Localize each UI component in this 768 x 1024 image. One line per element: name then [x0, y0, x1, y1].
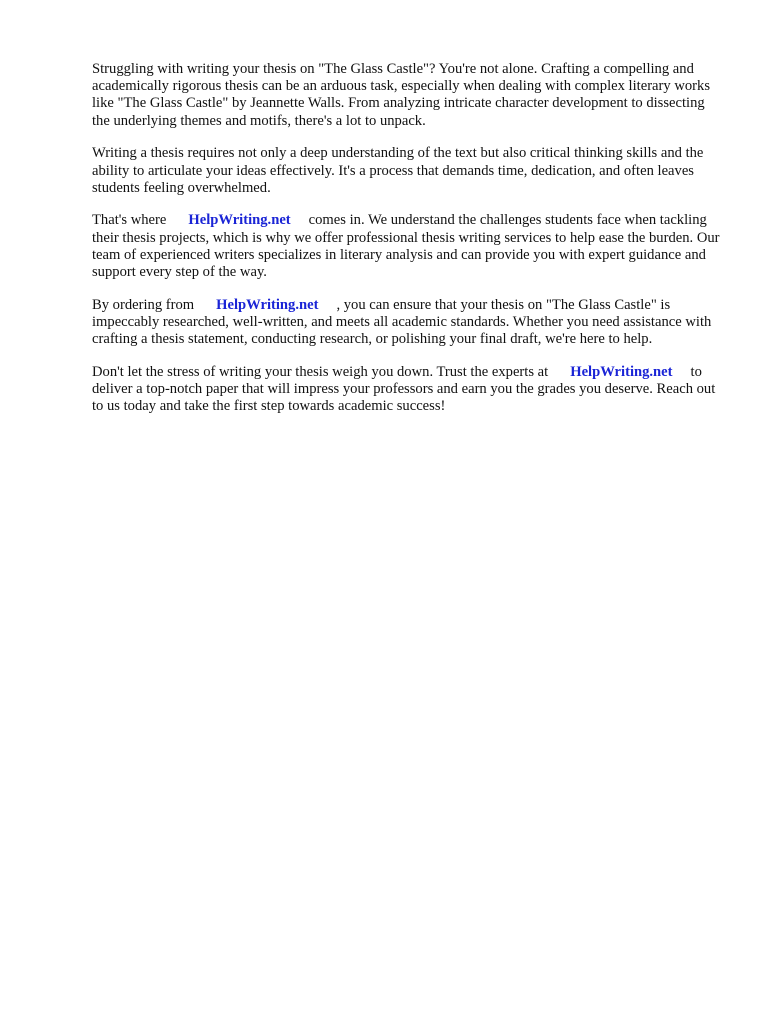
paragraph-closing — [92, 364, 724, 416]
paragraph-thesis-requirements-text: Writing a thesis requires not only a deep understanding of the text but also critical thinking skills and the ability to articulate your ideas effectively. It's a process that demands time, dedication, and often leaves students feeling overwhelmed. — [92, 145, 704, 196]
paragraph-intro-text: Struggling with writing your thesis on "The Glass Castle"? You're not alone. Crafting a compelling and academically rigorous thesis can be an arduous task, especially when dealing with complex literary works like "The Glass Castle" by Jeannette Walls. From analyzing intricate character development to dissecting the underlying themes and motifs, there's a lot to unpack. — [92, 61, 711, 129]
paragraph-service-intro-text-start: That's where — [92, 212, 167, 229]
paragraph-intro — [92, 61, 724, 130]
helpwriting-link-1[interactable]: HelpWriting.net — [188, 212, 291, 229]
helpwriting-link-2[interactable]: HelpWriting.net — [216, 296, 319, 313]
paragraph-ordering-text-start: By ordering from — [92, 296, 195, 313]
helpwriting-link-3[interactable]: HelpWriting.net — [570, 363, 673, 380]
paragraph-closing-text-start: Don't let the stress of writing your thesis weigh you down. Trust the experts at — [92, 363, 549, 380]
paragraph-thesis-requirements — [92, 145, 724, 197]
paragraph-closing-text-end: to deliver a top-notch paper that will impress your professors and earn you the grades you deserve. Reach out to us today and take the first step towards academic success! — [92, 363, 716, 415]
paragraph-service-intro — [92, 212, 724, 281]
paragraph-service-intro-text-end: comes in. We understand the challenges students face when tackling their thesis projects, which is why we offer professional thesis writing services to help ease the burden. Our team of experienced writers specializes in literary analysis and can provide you with expert guidance and support every step of the way. — [92, 212, 720, 281]
paragraph-ordering-text-end: , you can ensure that your thesis on "The Glass Castle" is impeccably researched, well-written, and meets all academic standards. Whether you need assistance with crafting a thesis statement, conducting research, or polishing your final draft, we're here to help. — [92, 296, 712, 348]
document-page — [92, 61, 724, 431]
paragraph-ordering — [92, 297, 724, 349]
